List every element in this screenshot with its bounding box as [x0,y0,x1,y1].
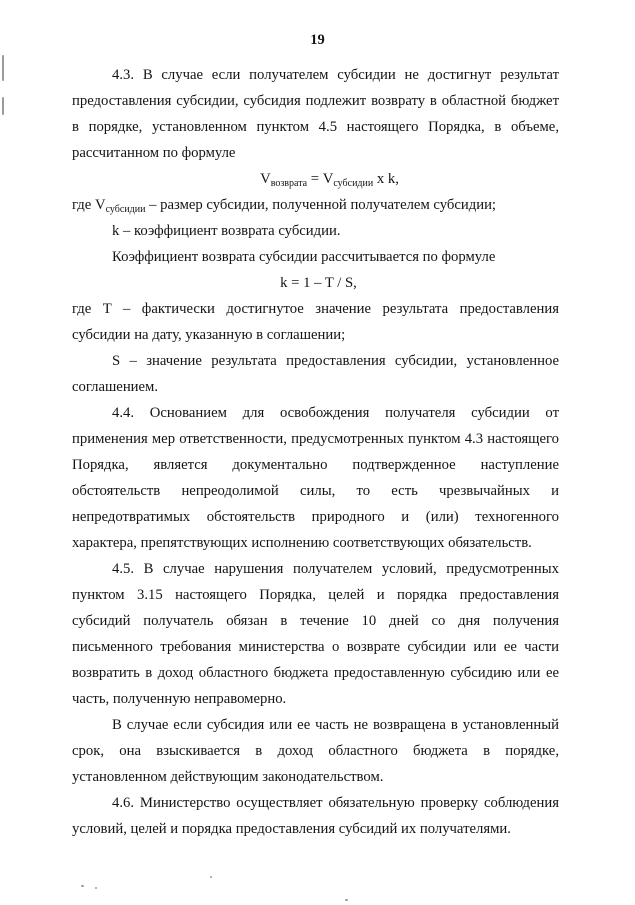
formula-equals: = [307,171,323,187]
formula-rhs-subscript: субсидии [333,178,374,189]
paragraph-4-4: 4.4. Основанием для освобождения получателя субсидии от применения мер ответственности, предусмотренных пунктом 4.3 настоящего Порядка, является документально подтвержденное наступление обстоятельств непреодолимой силы, то есть чрезвычайных и непредотвратимых обстоятельств природного и (или) техногенного характера, препятствующих исполнению соответствующих обязательств. [72,405,559,551]
formula-coefficient: k = 1 – T / S, [280,275,357,291]
definition-v-prefix: где V [72,197,106,213]
formula-rhs-symbol: V [322,171,334,187]
coefficient-intro: Коэффициент возврата субсидии рассчитывается по формуле [112,249,496,265]
formula-lhs-symbol: V [260,171,271,187]
scan-speck [95,887,97,889]
scan-speck [2,97,4,115]
paragraph-4-3: 4.3. В случае если получателем субсидии не достигнут результат предоставления субсидии, субсидия подлежит возврату в областной бюджет в порядке, установленном пунктом 4.5 настоящего Порядка, в объеме, рассчитанном по формуле [72,67,559,161]
formula-rhs-tail: x k, [373,171,399,187]
definition-k: k – коэффициент возврата субсидии. [112,223,341,239]
paragraph-4-6: 4.6. Министерство осуществляет обязательную проверку соблюдения условий, целей и порядка предоставления субсидий их получателями. [72,795,559,837]
definition-v-text: – размер субсидии, полученной получателем субсидии; [145,197,497,213]
paragraph-4-5-continued: В случае если субсидия или ее часть не возвращена в установленный срок, она взыскивается в доход областного бюджета в порядке, установленном действующим законодательством. [72,717,559,785]
definition-t: где T – фактически достигнутое значение результата предоставления субсидии на дату, указанную в соглашении; [72,301,559,343]
scan-speck [81,885,84,887]
definition-v-subscript: субсидии [105,204,146,215]
document-body [72,62,559,842]
formula-lhs-subscript: возврата [270,178,308,189]
scan-speck [210,876,212,878]
formula-return-volume [72,166,559,192]
definition-s: S – значение результата предоставления субсидии, установленное соглашением. [72,353,559,395]
scan-speck [345,899,348,901]
paragraph-4-5: 4.5. В случае нарушения получателем условий, предусмотренных пунктом 3.15 настоящего Порядка, целей и порядка предоставления субсидий получатель обязан в течение 10 дней со дня получения письменного требования министерства о возврате субсидии или ее части возвратить в доход областного бюджета предоставленную субсидию или ее часть, полученную неправомерно. [72,561,559,707]
scan-speck [2,55,4,81]
definition-v-subsidy [72,192,559,218]
page-number: 19 [310,32,325,48]
